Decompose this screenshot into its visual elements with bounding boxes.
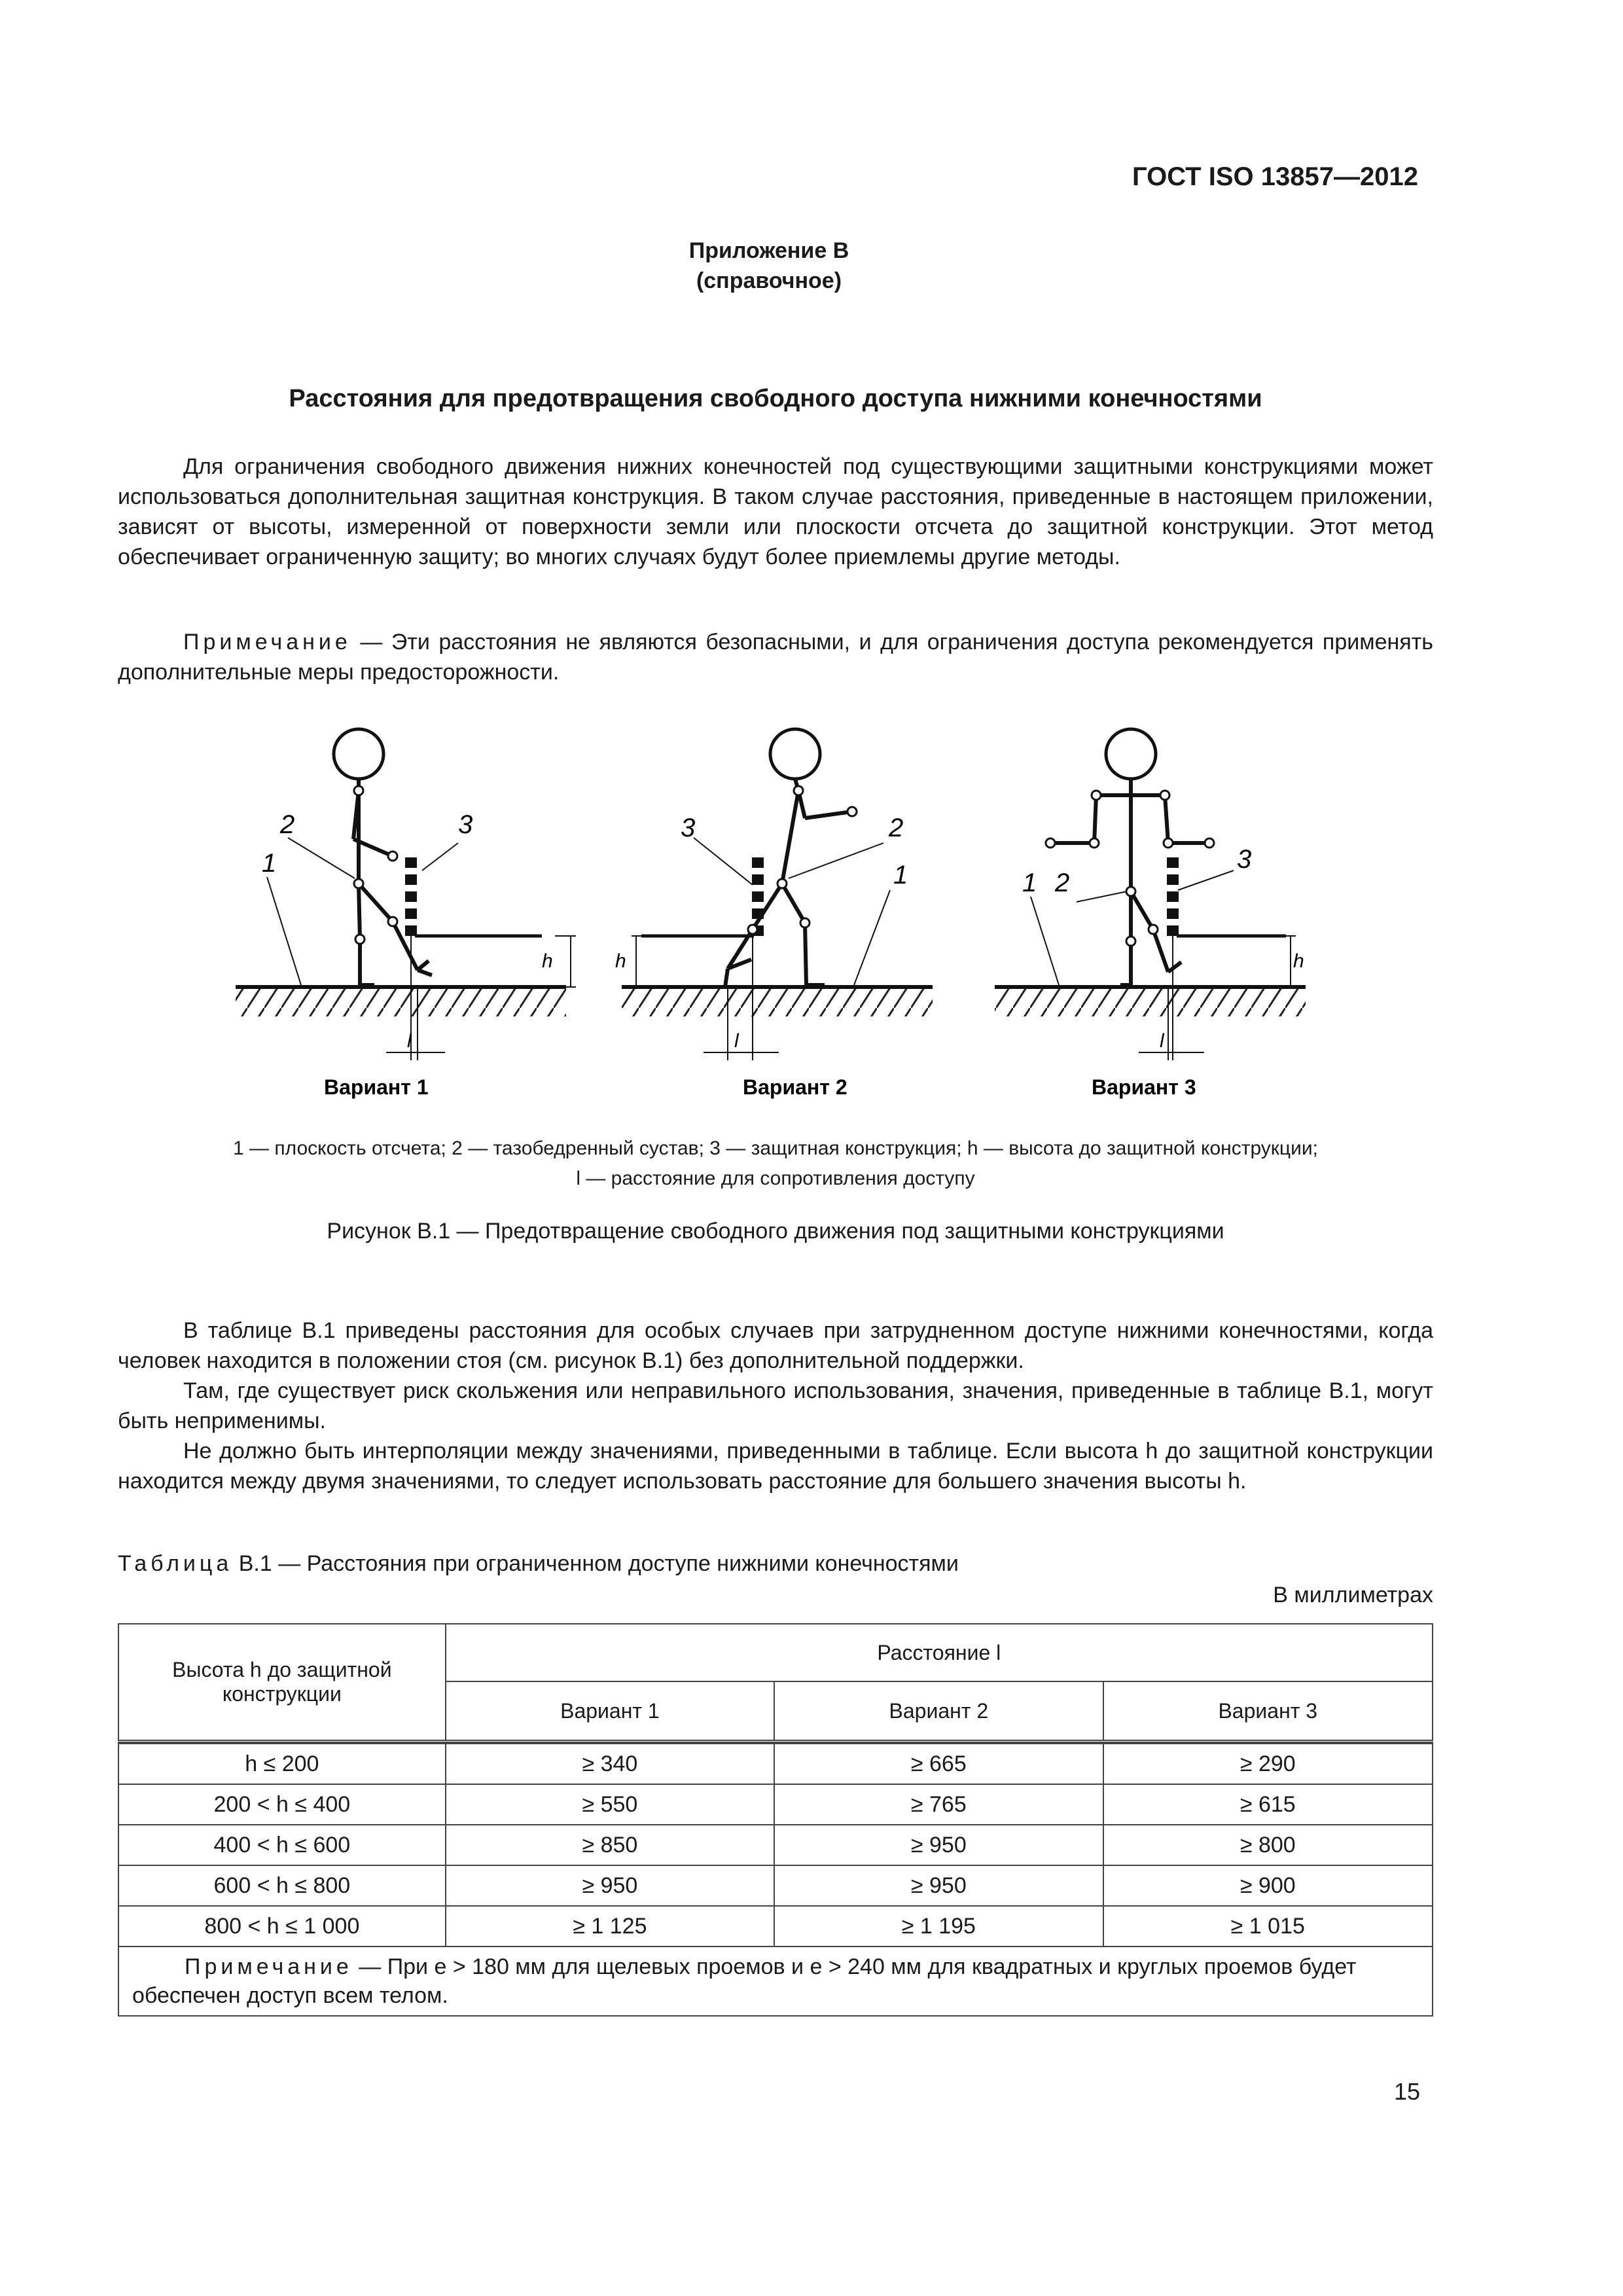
table-row: [118, 1784, 1433, 1825]
table-row: [118, 1825, 1433, 1865]
label-h-v1: h: [542, 950, 553, 972]
cell-height: h ≤ 200: [118, 1744, 446, 1784]
cell-variant-3: ≥ 800: [1103, 1825, 1433, 1865]
table-units: В миллиметрах: [1273, 1583, 1433, 1607]
cell-height: 600 < h ≤ 800: [118, 1865, 446, 1906]
cell-variant-1: ≥ 550: [446, 1784, 774, 1825]
table-note: [118, 1946, 1433, 2016]
distances-table: [118, 1623, 1433, 2017]
note-label: Примечание: [183, 630, 351, 655]
label-plane-v1: 1: [262, 849, 277, 878]
variant-2-drawing: [622, 729, 933, 1060]
table-row: [118, 1906, 1433, 1946]
label-guard-v2: 3: [681, 814, 696, 842]
label-joint-v3: 2: [1055, 869, 1070, 897]
label-l-v1: l: [407, 1030, 412, 1052]
note-paragraph: [118, 627, 1433, 687]
cell-height: 400 < h ≤ 600: [118, 1825, 446, 1865]
label-l-v2: l: [734, 1030, 739, 1052]
table-caption-text: В.1 — Расстояния при ограниченном доступе нижними конечностями: [232, 1551, 959, 1576]
label-joint-v1: 2: [280, 810, 295, 839]
figure-legend-line-1: 1 — плоскость отсчета; 2 — тазобедренный сустав; 3 — защитная конструкция; h — высота до защитной конструкции;: [233, 1138, 1318, 1159]
cell-variant-2: ≥ 1 195: [774, 1906, 1103, 1946]
header-distance: Расстояние l: [446, 1624, 1433, 1681]
label-guard-v1: 3: [458, 810, 473, 839]
body-paragraph-3: Не должно быть интерполяции между значениями, приведенными в таблице. Если высота h до защитной конструкции находится между двумя значениями, то следует использовать расстояние для большего значения высоты h.: [118, 1439, 1433, 1494]
table-note-text: — При e > 180 мм для щелевых проемов и e > 240 мм для квадратных и круглых проемов будет обеспечен доступ всем телом.: [132, 1954, 1357, 2008]
header-variant-2: Вариант 2: [774, 1681, 1103, 1742]
table-row: [118, 1744, 1433, 1784]
document-code: ГОСТ ISO 13857—2012: [1132, 162, 1418, 191]
variant-3-label: Вариант 3: [1092, 1075, 1196, 1099]
header-variant-3: Вариант 3: [1103, 1681, 1433, 1742]
cell-variant-1: ≥ 850: [446, 1825, 774, 1865]
label-plane-v3: 1: [1022, 869, 1037, 897]
label-guard-v3: 3: [1237, 845, 1252, 874]
note-text: — Эти расстояния не являются безопасными, и для ограничения доступа рекомендуется применять дополнительные меры предосторожности.: [118, 630, 1433, 685]
label-joint-v2: 2: [889, 814, 904, 842]
figure-caption: Рисунок В.1 — Предотвращение свободного движения под защитными конструкциями: [327, 1219, 1224, 1244]
cell-variant-2: ≥ 950: [774, 1865, 1103, 1906]
header-height: Высота h до защитной конструкции: [118, 1624, 446, 1742]
figure-b1: [196, 694, 1374, 1126]
header-variant-1: Вариант 1: [446, 1681, 774, 1742]
cell-height: 800 < h ≤ 1 000: [118, 1906, 446, 1946]
appendix-name: Приложение В: [688, 238, 849, 263]
label-plane-v2: 1: [893, 861, 908, 889]
intro-paragraph: [118, 452, 1433, 572]
variant-2-label: Вариант 2: [743, 1075, 847, 1099]
section-title: Расстояния для предотвращения свободного доступа нижними конечностями: [289, 385, 1262, 412]
body-paragraph-1: В таблице В.1 приведены расстояния для особых случаев при затрудненном доступе нижними конечностями, когда человек находится в положении стоя (см. рисунок В.1) без дополнительной поддержки.: [118, 1318, 1433, 1373]
intro-text: Для ограничения свободного движения нижних конечностей под существующими защитными конструкциями может использоваться дополнительная защитная конструкция. В таком случае расстояния, приведенные в настоящем приложении, зависят от высоты, измеренной от поверхности земли или плоскости отсчета до защитной конструкции. Этот метод обеспечивает ограниченную защиту; во многих случаях будут более приемлемы другие методы.: [118, 454, 1433, 569]
label-l-v3: l: [1160, 1030, 1164, 1052]
cell-variant-1: ≥ 340: [446, 1744, 774, 1784]
body-paragraph-2: Там, где существует риск скольжения или неправильного использования, значения, приведенные в таблице В.1, могут быть неприменимы.: [118, 1378, 1433, 1433]
cell-variant-3: ≥ 900: [1103, 1865, 1433, 1906]
cell-variant-2: ≥ 950: [774, 1825, 1103, 1865]
cell-variant-3: ≥ 290: [1103, 1744, 1433, 1784]
variant-3-drawing: [995, 729, 1306, 1060]
table-caption-label: Таблица: [118, 1551, 233, 1576]
table-row: [118, 1865, 1433, 1906]
figure-legend-line-2: l — расстояние для сопротивления доступу: [576, 1168, 975, 1189]
label-h-v3: h: [1293, 950, 1304, 972]
body-paragraphs: [118, 1316, 1433, 1496]
appendix-kind: (справочное): [696, 268, 842, 293]
variant-1-label: Вариант 1: [324, 1075, 429, 1099]
cell-variant-3: ≥ 615: [1103, 1784, 1433, 1825]
page-number: 15: [1394, 2078, 1421, 2105]
cell-variant-1: ≥ 950: [446, 1865, 774, 1906]
cell-variant-2: ≥ 765: [774, 1784, 1103, 1825]
label-h-v2: h: [615, 950, 626, 972]
table-caption: [118, 1551, 959, 1577]
cell-variant-3: ≥ 1 015: [1103, 1906, 1433, 1946]
cell-variant-1: ≥ 1 125: [446, 1906, 774, 1946]
cell-variant-2: ≥ 665: [774, 1744, 1103, 1784]
cell-height: 200 < h ≤ 400: [118, 1784, 446, 1825]
variant-1-drawing: [236, 729, 576, 1060]
table-note-label: Примечание: [185, 1954, 353, 1979]
